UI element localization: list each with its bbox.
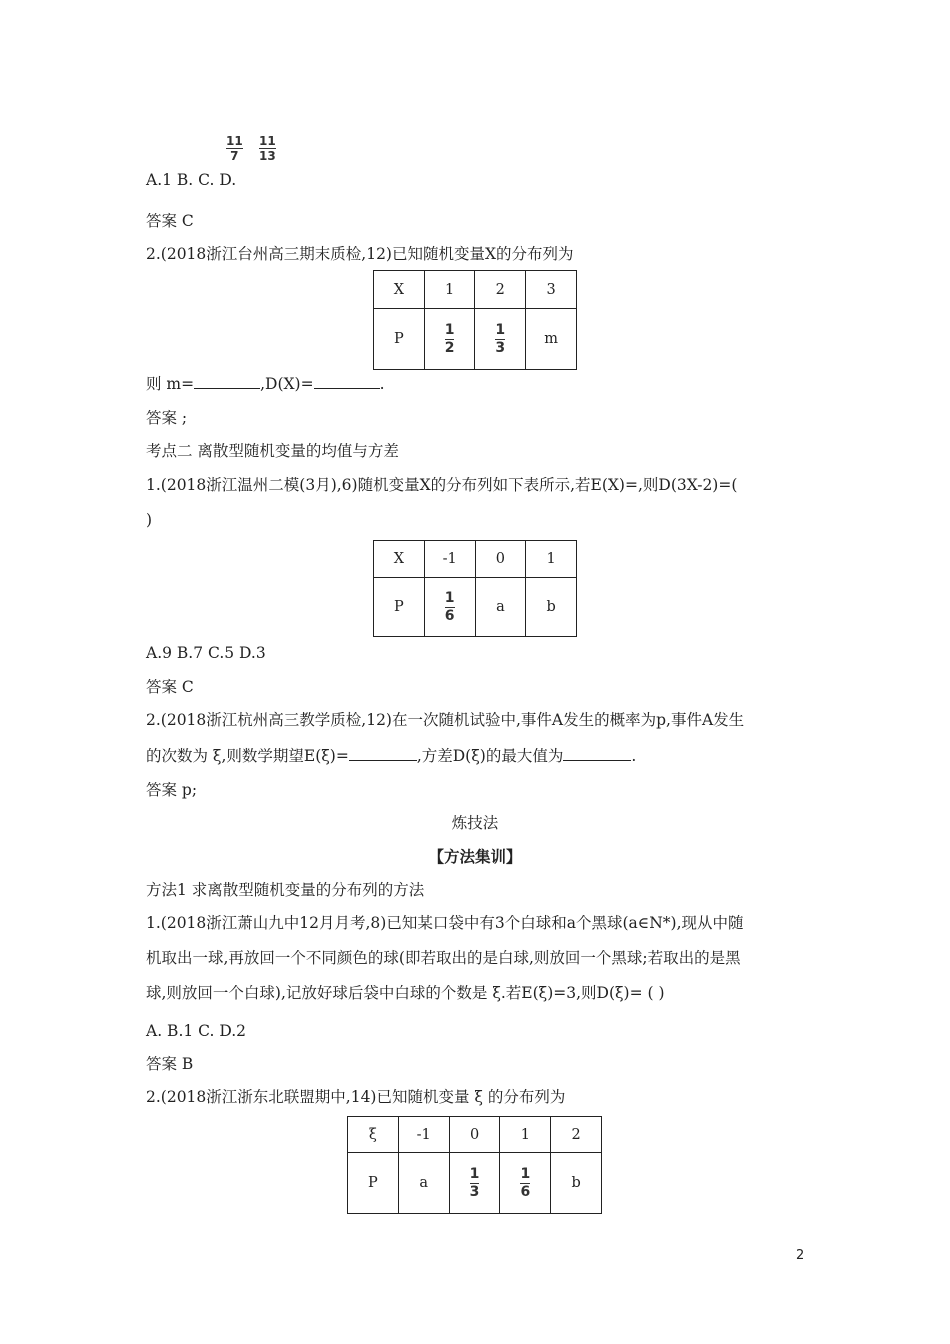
answer-blank xyxy=(194,374,260,389)
m1-q1-choices: A. B.1 C. D.2 xyxy=(146,1022,246,1040)
table-cell: X xyxy=(374,541,425,578)
m1-q1-line2: 机取出一球,再放回一个不同颜色的球(即若取出的是白球,则放回一个黑球;若取出的是黑 xyxy=(146,949,741,967)
fraction-b xyxy=(226,135,243,162)
table-cell: a xyxy=(475,578,526,637)
s2-q1-text-line2: ) xyxy=(146,511,153,529)
s2-q2-text-line1: 2.(2018浙江杭州高三教学质检,12)在一次随机试验中,事件A发生的概率为p,事件A发生 xyxy=(146,711,745,729)
s1-q2-text: 2.(2018浙江台州高三期末质检,12)已知随机变量X的分布列为 xyxy=(146,245,574,263)
fraction-numerator: 1 xyxy=(495,322,506,338)
fraction xyxy=(445,591,455,624)
table-cell: m xyxy=(526,309,577,370)
table-cell: 1 xyxy=(424,271,475,309)
methods-heading: 【方法集训】 xyxy=(428,847,522,866)
table-cell: b xyxy=(526,578,577,637)
table-cell: 0 xyxy=(475,541,526,578)
fraction-numerator: 1 xyxy=(444,322,455,338)
fill-label: ,D(X)= xyxy=(260,375,314,393)
fraction-denominator: 2 xyxy=(444,340,455,356)
table-cell: 0 xyxy=(449,1117,500,1153)
table-cell xyxy=(449,1153,500,1214)
fraction xyxy=(470,1167,480,1200)
fraction-numerator: 11 xyxy=(259,134,276,148)
s1-q2-fill xyxy=(146,374,385,394)
m1-q1-line1: 1.(2018浙江萧山九中12月月考,8)已知某口袋中有3个白球和a个黑球(a∈N*),现从中随 xyxy=(146,914,744,932)
distribution-table-3 xyxy=(347,1116,602,1214)
page-number: 2 xyxy=(796,1248,805,1263)
table-cell: 2 xyxy=(551,1117,602,1153)
table-cell: P xyxy=(374,309,425,370)
fraction-numerator: 1 xyxy=(469,1166,480,1182)
table-cell: a xyxy=(398,1153,449,1214)
s2-q1-answer: 答案 C xyxy=(146,678,194,696)
distribution-table-1 xyxy=(373,270,577,370)
s2-q1-text-line1: 1.(2018浙江温州二模(3月),6)随机变量X的分布列如下表所示,若E(X)=,则D(3X-2)=( xyxy=(146,476,738,494)
fill-end: . xyxy=(379,375,385,393)
fraction-c xyxy=(259,135,276,162)
m1-q1-answer: 答案 B xyxy=(146,1055,194,1073)
s2-q1-choices: A.9 B.7 C.5 D.3 xyxy=(146,644,266,662)
fraction-denominator: 3 xyxy=(469,1184,480,1200)
fill-label: 的次数为 ξ,则数学期望E(ξ)= xyxy=(146,747,349,765)
table-cell: P xyxy=(374,578,425,637)
table-cell: ξ xyxy=(348,1117,399,1153)
q1-choices: A.1 B. C. D. xyxy=(146,171,237,189)
answer-blank xyxy=(349,746,417,761)
table-cell xyxy=(500,1153,551,1214)
fraction xyxy=(520,1167,530,1200)
fill-label: 则 m= xyxy=(146,375,195,393)
fill-end: . xyxy=(631,747,637,765)
distribution-table-2 xyxy=(373,540,577,637)
table-cell: 1 xyxy=(526,541,577,578)
table-cell: -1 xyxy=(424,541,475,578)
fraction-denominator: 7 xyxy=(230,149,239,163)
table-cell: -1 xyxy=(398,1117,449,1153)
fraction-numerator: 1 xyxy=(520,1166,531,1182)
s2-q2-text-line2 xyxy=(146,746,636,766)
fraction-denominator: 3 xyxy=(495,340,506,356)
answer-blank xyxy=(314,374,380,389)
fraction xyxy=(445,323,455,356)
fraction-numerator: 1 xyxy=(444,590,455,606)
table-cell: 3 xyxy=(526,271,577,309)
method-title: 方法1 求离散型随机变量的分布列的方法 xyxy=(146,881,425,899)
table-cell: X xyxy=(374,271,425,309)
m1-q1-line3: 球,则放回一个白球),记放好球后袋中白球的个数是 ξ.若E(ξ)=3,则D(ξ)= ( ) xyxy=(146,984,665,1002)
s2-q2-answer: 答案 p; xyxy=(146,781,198,799)
table-cell xyxy=(424,578,475,637)
s1-q2-answer: 答案 ; xyxy=(146,409,188,427)
fraction-denominator: 6 xyxy=(520,1184,531,1200)
table-cell: b xyxy=(551,1153,602,1214)
practice-heading: 炼技法 xyxy=(451,814,499,832)
q1-answer: 答案 C xyxy=(146,212,194,230)
table-cell: 1 xyxy=(500,1117,551,1153)
fill-label: ,方差D(ξ)的最大值为 xyxy=(416,747,564,765)
fraction-denominator: 13 xyxy=(259,149,276,163)
section-title: 考点二 离散型随机变量的均值与方差 xyxy=(146,442,399,460)
fraction-numerator: 11 xyxy=(226,134,243,148)
fraction-denominator: 6 xyxy=(444,608,455,624)
m1-q2-text: 2.(2018浙江浙东北联盟期中,14)已知随机变量 ξ 的分布列为 xyxy=(146,1088,566,1106)
answer-blank xyxy=(563,746,631,761)
table-cell xyxy=(475,309,526,370)
table-cell: 2 xyxy=(475,271,526,309)
table-cell: P xyxy=(348,1153,399,1214)
fraction xyxy=(495,323,505,356)
table-cell xyxy=(424,309,475,370)
